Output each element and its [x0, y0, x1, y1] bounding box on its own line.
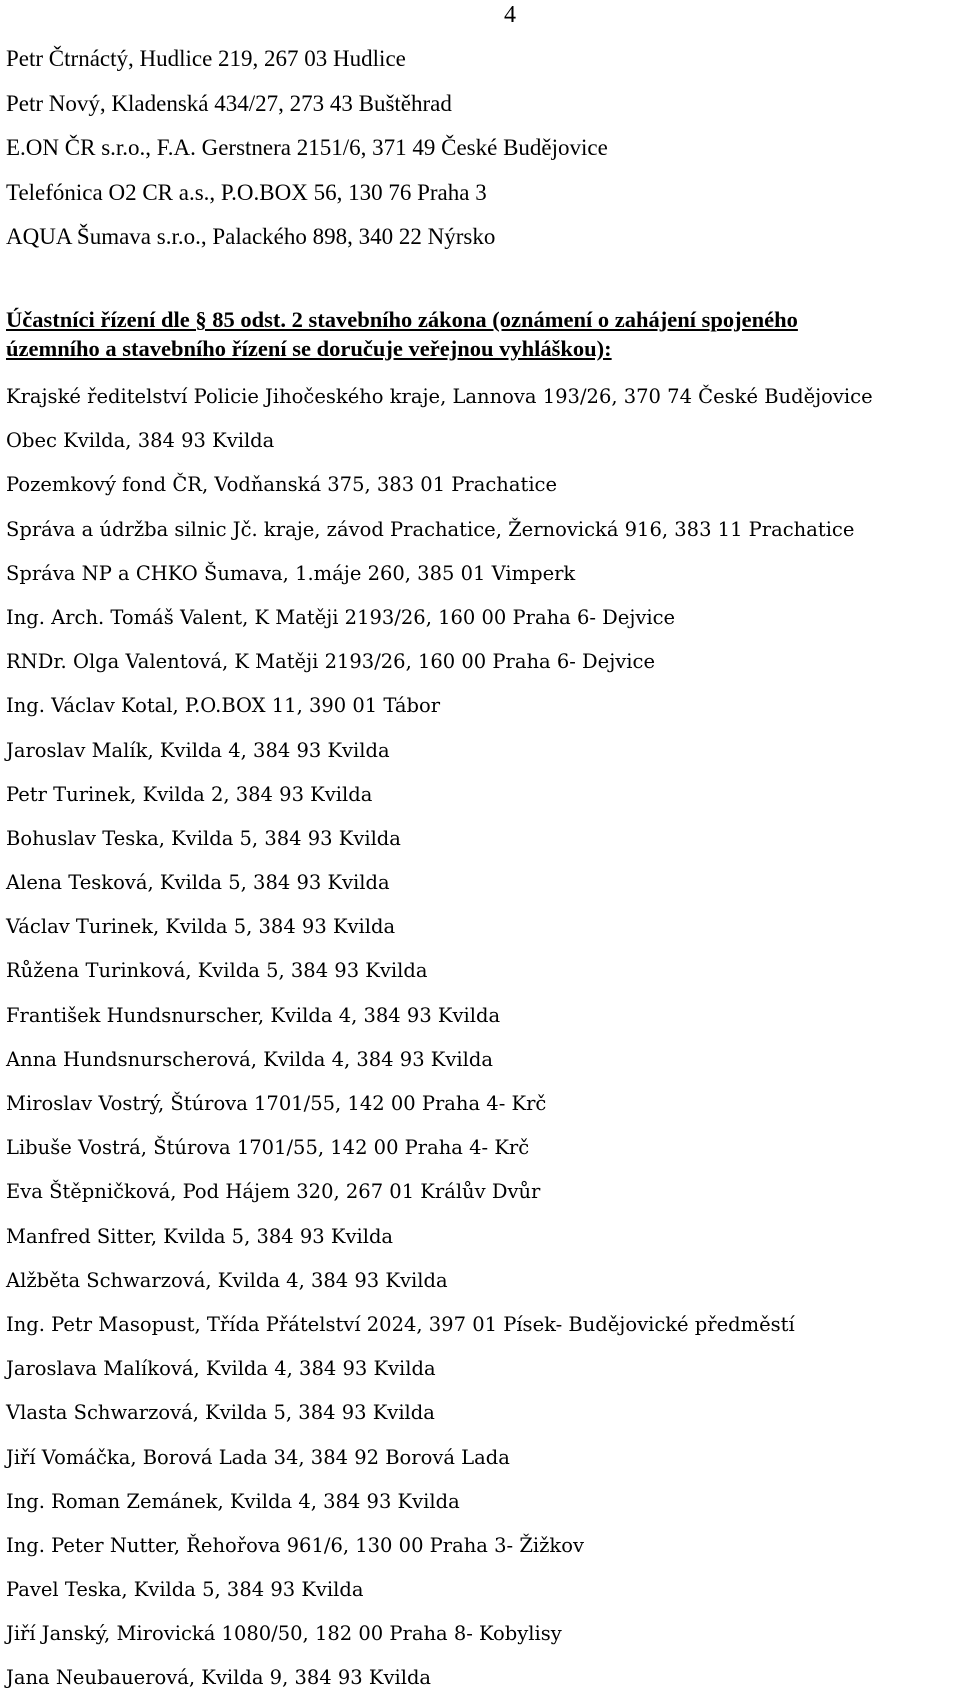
- participant-item: Správa NP a CHKO Šumava, 1.máje 260, 385 01 Vimperk: [6, 561, 576, 585]
- address-line: E.ON ČR s.r.o., F.A. Gerstnera 2151/6, 371 49 České Budějovice: [6, 135, 608, 161]
- participant-item: Miroslav Vostrý, Štúrova 1701/55, 142 00 Praha 4- Krč: [6, 1092, 547, 1115]
- participant-item: Bohuslav Teska, Kvilda 5, 384 93 Kvilda: [6, 826, 401, 850]
- address-block: [6, 37, 946, 260]
- address-line: AQUA Šumava s.r.o., Palackého 898, 340 22 Nýrsko: [6, 224, 496, 250]
- participant-item: Libuše Vostrá, Štúrova 1701/55, 142 00 Praha 4- Krč: [6, 1136, 530, 1160]
- participant-item: Pavel Teska, Kvilda 5, 384 93 Kvilda: [6, 1578, 364, 1602]
- participant-item: Růžena Turinková, Kvilda 5, 384 93 Kvilda: [6, 959, 428, 983]
- participant-item: Ing. Roman Zemánek, Kvilda 4, 384 93 Kvilda: [6, 1489, 460, 1513]
- participant-item: Ing. Arch. Tomáš Valent, K Matěji 2193/26, 160 00 Praha 6- Dejvice: [6, 605, 676, 629]
- address-line: Telefónica O2 CR a.s., P.O.BOX 56, 130 76 Praha 3: [6, 179, 487, 205]
- participant-item: Ing. Václav Kotal, P.O.BOX 11, 390 01 Tábor: [6, 694, 441, 718]
- page-number: 4: [504, 2, 516, 28]
- participant-item: Jiří Janský, Mirovická 1080/50, 182 00 Praha 8- Kobylisy: [6, 1622, 562, 1646]
- participant-item: Eva Štěpničková, Pod Hájem 320, 267 01 Králův Dvůr: [6, 1180, 541, 1204]
- participant-item: Václav Turinek, Kvilda 5, 384 93 Kvilda: [6, 915, 396, 939]
- participant-item: Správa a údržba silnic Jč. kraje, závod Prachatice, Žernovická 916, 383 11 Prachatice: [6, 517, 855, 541]
- participant-item: Alžběta Schwarzová, Kvilda 4, 384 93 Kvilda: [6, 1268, 448, 1292]
- participant-item: Pozemkový fond ČR, Vodňanská 375, 383 01 Prachatice: [6, 473, 558, 497]
- participant-item: Krajské ředitelství Policie Jihočeského kraje, Lannova 193/26, 370 74 České Budějovice: [6, 385, 873, 408]
- participant-item: Manfred Sitter, Kvilda 5, 384 93 Kvilda: [6, 1224, 394, 1248]
- section-heading-line-1: Účastníci řízení dle § 85 odst. 2 stavebního zákona (oznámení o zahájení spojeného: [6, 307, 798, 332]
- participant-list: [6, 375, 956, 1701]
- participant-item: Anna Hundsnurscherová, Kvilda 4, 384 93 Kvilda: [6, 1047, 493, 1071]
- participant-item: Jana Neubauerová, Kvilda 9, 384 93 Kvilda: [6, 1666, 432, 1690]
- participant-item: Jaroslava Malíková, Kvilda 4, 384 93 Kvilda: [6, 1357, 436, 1381]
- participant-item: Ing. Peter Nutter, Řehořova 961/6, 130 00 Praha 3- Žižkov: [6, 1533, 584, 1557]
- participant-item: Alena Tesková, Kvilda 5, 384 93 Kvilda: [6, 871, 390, 895]
- participant-item: Jaroslav Malík, Kvilda 4, 384 93 Kvilda: [6, 738, 390, 762]
- participant-item: Jiří Vomáčka, Borová Lada 34, 384 92 Borová Lada: [6, 1445, 510, 1469]
- section-heading-line-2: územního a stavebního řízení se doručuje veřejnou vyhláškou):: [6, 336, 612, 361]
- participant-item: Ing. Petr Masopust, Třída Přátelství 2024, 397 01 Písek- Budějovické předměstí: [6, 1312, 795, 1336]
- participant-item: RNDr. Olga Valentová, K Matěji 2193/26, 160 00 Praha 6- Dejvice: [6, 650, 655, 674]
- section-heading: [6, 305, 956, 363]
- participant-item: František Hundsnurscher, Kvilda 4, 384 93 Kvilda: [6, 1003, 501, 1027]
- participant-item: Petr Turinek, Kvilda 2, 384 93 Kvilda: [6, 782, 373, 806]
- participant-item: Obec Kvilda, 384 93 Kvilda: [6, 429, 275, 453]
- participant-item: Vlasta Schwarzová, Kvilda 5, 384 93 Kvilda: [6, 1401, 435, 1425]
- address-line: Petr Čtrnáctý, Hudlice 219, 267 03 Hudlice: [6, 46, 406, 71]
- address-line: Petr Nový, Kladenská 434/27, 273 43 Buštěhrad: [6, 90, 452, 116]
